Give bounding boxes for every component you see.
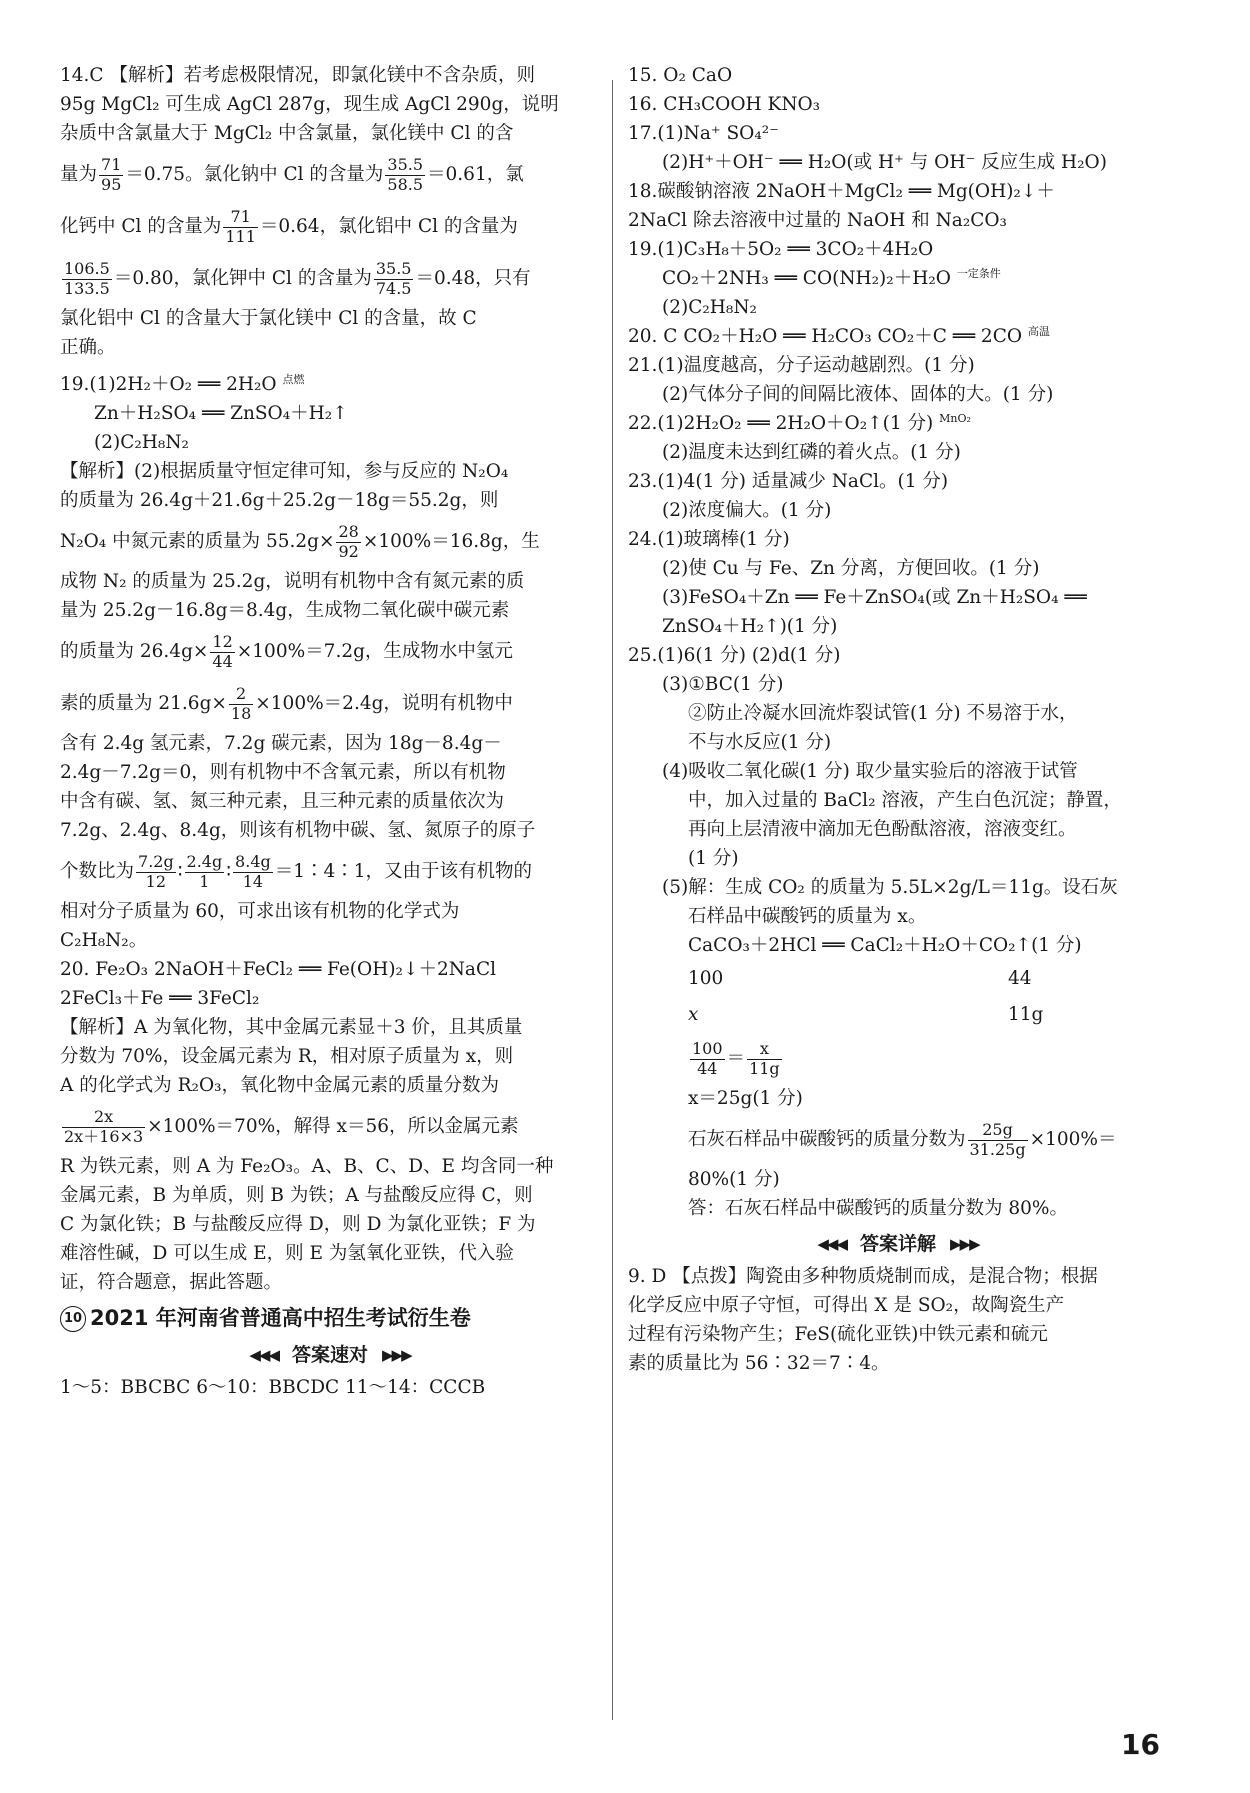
- page-number: 16: [1121, 1728, 1160, 1761]
- calc-row: [628, 997, 1168, 1033]
- section-title-text: 2021 年河南省普通高中招生考试衍生卷: [90, 1306, 471, 1330]
- text-line: (2)C₂H₈N₂: [94, 432, 189, 453]
- text-line: [628, 410, 1168, 439]
- text-line: [60, 201, 600, 253]
- fraction-denominator: 92: [338, 541, 359, 561]
- text-line: 化学反应中原子守恒，可得出 X 是 SO₂，故陶瓷生产: [628, 1295, 1065, 1317]
- calc-value: 100: [688, 967, 724, 989]
- fraction-numerator: 7.2g: [138, 852, 174, 872]
- text-line: [628, 323, 1168, 352]
- fraction: [336, 523, 360, 561]
- text-line: [628, 1114, 1168, 1166]
- condition-label: 一定条件: [956, 267, 1001, 280]
- fraction-numerator: 12: [212, 632, 233, 652]
- calc-row: [628, 961, 1168, 997]
- text-line: 9. D 【点拨】陶瓷由多种物质烧制而成，是混合物；根据: [628, 1266, 1098, 1288]
- fraction: [229, 685, 253, 723]
- fraction-numerator: 2.4g: [186, 852, 223, 872]
- text-line: ZnSO₄＋H₂↑)(1 分): [662, 616, 838, 637]
- text-line: [60, 516, 600, 568]
- fraction-denominator: 44: [212, 651, 233, 671]
- text-line: [60, 149, 600, 201]
- equation: 19.(1)2H₂＋O₂ ══ 2H₂O: [60, 374, 277, 396]
- text-line: 量为 25.2g－16.8g＝8.4g，生成物二氧化碳中碳元素: [60, 600, 510, 621]
- text-line: 氯化铝中 Cl 的含量大于氯化镁中 Cl 的含量，故 C: [60, 308, 477, 329]
- text-line: 21.(1)温度越高，分子运动越剧烈。(1 分): [628, 355, 975, 376]
- fraction: [385, 156, 425, 194]
- text-line: 难溶性碱，D 可以生成 E，则 E 为氢氧化亚铁，代入验: [60, 1243, 514, 1264]
- quick-answers: 1～5：BBCBC 6～10：BBCDC 11～14：CCCB: [60, 1376, 486, 1398]
- text-line: 的质量为 26.4g＋21.6g＋25.2g－18g＝55.2g，则: [60, 490, 499, 511]
- text-line: 7.2g、2.4g、8.4g，则该有机物中碳、氢、氮原子的原子: [60, 820, 536, 841]
- text-fragment: ＝0.75。氯化钠中 Cl 的含量为: [125, 163, 384, 185]
- text-fragment: ×100%＝2.4g，说明有机物中: [255, 692, 513, 714]
- detail-answer-band: [628, 1230, 1168, 1259]
- fraction-denominator: 95: [101, 174, 122, 194]
- text-line: (2)H⁺＋OH⁻ ══ H₂O(或 H⁺ 与 OH⁻ 反应生成 H₂O): [662, 152, 1107, 173]
- calc-value: 11g: [1008, 1003, 1044, 1025]
- text-line: 【解析】(2)根据质量守恒定律可知，参与反应的 N₂O₄: [60, 461, 509, 482]
- fraction-numerator: 35.5: [375, 259, 412, 279]
- text-line: 95g MgCl₂ 可生成 AgCl 287g，现生成 AgCl 290g，说明: [60, 94, 559, 115]
- text-line: 【解析】A 为氧化物，其中金属元素显＋3 价，且其质量: [60, 1017, 523, 1038]
- fraction-denominator: 14: [242, 871, 264, 891]
- text-line: ②防止冷凝水回流炸裂试管(1 分) 不易溶于水，: [688, 703, 1078, 724]
- text-fragment: ＝0.80，氯化钾中 Cl 的含量为: [113, 267, 372, 289]
- text-line: C 为氯化铁；B 与盐酸反应得 D，则 D 为氯化亚铁；F 为: [60, 1214, 536, 1235]
- fraction-denominator: 111: [225, 226, 256, 246]
- text-fragment: ＝1∶4∶1，又由于该有机物的: [274, 860, 533, 882]
- condition-label: 点燃: [282, 373, 305, 386]
- right-arrows-icon: ▶▶▶: [950, 1235, 979, 1254]
- text-fragment: ＝0.64，氯化铝中 Cl 的含量为: [259, 215, 518, 237]
- text-line: 中含有碳、氢、氮三种元素，且三种元素的质量依次为: [60, 791, 505, 812]
- text-line: (5)解：生成 CO₂ 的质量为 5.5L×2g/L＝11g。设石灰: [662, 877, 1118, 898]
- text-fragment: 石灰石样品中碳酸钙的质量分数为: [688, 1128, 966, 1150]
- text-line: 杂质中含氯量大于 MgCl₂ 中含氯量，氯化镁中 Cl 的含: [60, 123, 514, 144]
- text-fragment: 的质量为 26.4g×: [60, 640, 209, 662]
- fraction-denominator: 133.5: [64, 278, 110, 298]
- equation: CO₂＋2NH₃ ══ CO(NH₂)₂＋H₂O: [662, 268, 951, 290]
- text-line: (3)①BC(1 分): [662, 674, 784, 695]
- text-line: $\frac{100}{44}$ ＝ $\frac{x}{11g}$: [692, 1039, 780, 1078]
- text-line: 个数比为 $\frac{7.2g}{12}$ ∶ $\frac{2.4g}{1}$ ∶ $\frac{8.4g}{14}$ ＝1∶4∶1，又由于该有机物的: [60, 852, 533, 891]
- condition-label: 高温: [1027, 325, 1050, 338]
- text-line: Zn＋H₂SO₄ ══ ZnSO₄＋H₂↑: [94, 403, 348, 424]
- calc-value: 44: [1008, 967, 1032, 989]
- left-arrows-icon: ◀◀◀: [249, 1345, 278, 1364]
- text-line: 石样品中碳酸钙的质量为 x。: [688, 906, 927, 927]
- text-line: [60, 253, 600, 305]
- text-line: [60, 626, 600, 678]
- text-line: 证，符合题意，据此答题。: [60, 1272, 283, 1293]
- text-line: 14.C 【解析】若考虑极限情况，即氯化镁中不含杂质，则: [60, 65, 535, 86]
- text-line: 含有 2.4g 氢元素，7.2g 碳元素，因为 18g－8.4g－: [60, 733, 502, 754]
- quick-answer-band: [60, 1341, 600, 1370]
- text-line: (1 分): [688, 848, 739, 869]
- fraction: [185, 853, 225, 891]
- text-fragment: 素的质量为 21.6g×: [60, 692, 227, 714]
- fraction-numerator: 25g: [968, 1121, 1028, 1140]
- fraction: [210, 633, 234, 671]
- fraction-numerator: 2: [229, 685, 253, 704]
- text-line: 23.(1)4(1 分) 适量减少 NaCl。(1 分): [628, 471, 949, 492]
- fraction-denominator: 18: [230, 703, 252, 723]
- text-line: 中，加入过量的 BaCl₂ 溶液，产生白色沉淀；静置，: [688, 790, 1122, 811]
- text-line: (2)浓度偏大。(1 分): [662, 500, 832, 521]
- fraction: [690, 1040, 725, 1078]
- fraction-numerator: 2x: [62, 1108, 145, 1127]
- text-line: (2)温度未达到红磷的着火点。(1 分): [662, 442, 961, 463]
- text-fragment: 量为: [60, 163, 98, 185]
- text-line: 素的质量比为 56∶32＝7∶4。: [628, 1353, 890, 1375]
- text-line: (2)气体分子间的间隔比液体、固体的大。(1 分): [662, 384, 1054, 405]
- text-fragment: ×100%＝: [1029, 1128, 1117, 1150]
- left-column: [60, 62, 600, 1403]
- text-fragment: ×100%＝70%，解得 x＝56，所以金属元素: [147, 1115, 519, 1137]
- fraction: [968, 1121, 1028, 1159]
- text-line: 20. Fe₂O₃ 2NaOH＋FeCl₂ ══ Fe(OH)₂↓＋2NaCl: [60, 959, 497, 980]
- fraction-numerator: 106.5: [64, 259, 110, 279]
- text-line: 2NaCl 除去溶液中过量的 NaOH 和 Na₂CO₃: [628, 210, 1007, 231]
- text-line: 2FeCl₃＋Fe ══ 3FeCl₂: [60, 988, 260, 1009]
- text-line: 金属元素，B 为单质，则 B 为铁；A 与盐酸反应得 C，则: [60, 1185, 533, 1206]
- text-line: 24.(1)玻璃棒(1 分): [628, 529, 790, 550]
- fraction: [62, 1108, 145, 1146]
- text-line: 2.4g－7.2g＝0，则有机物中不含氧元素，所以有机物: [60, 762, 506, 783]
- text-line: (2)C₂H₈N₂: [662, 297, 757, 318]
- fraction: [99, 156, 123, 194]
- fraction-denominator: 58.5: [387, 174, 424, 194]
- text-line: 正确。: [60, 337, 116, 358]
- fraction: [62, 260, 112, 298]
- condition-label: MnO₂: [939, 412, 971, 425]
- text-line: 不与水反应(1 分): [688, 732, 832, 753]
- text-fragment: ×100%＝16.8g，生: [362, 530, 540, 552]
- equation: 22.(1)2H₂O₂ ══ 2H₂O＋O₂↑(1 分): [628, 413, 934, 435]
- text-line: (3)FeSO₄＋Zn ══ Fe＋ZnSO₄(或 Zn＋H₂SO₄ ══: [662, 587, 1087, 608]
- calc-value: x: [688, 1003, 699, 1025]
- left-arrows-icon: ◀◀◀: [817, 1235, 846, 1254]
- fraction: [136, 853, 176, 891]
- text-line: [628, 236, 1168, 265]
- text-line: 25.(1)6(1 分) (2)d(1 分): [628, 645, 841, 666]
- text-fragment: ＝0.61，氯: [427, 163, 524, 185]
- text-line: [628, 265, 1168, 294]
- fraction: [223, 208, 258, 246]
- text-fragment: ＝0.48，只有: [415, 267, 531, 289]
- text-line: [60, 678, 600, 730]
- fraction: [233, 853, 273, 891]
- text-line: CaCO₃＋2HCl ══ CaCl₂＋H₂O＋CO₂↑(1 分): [688, 935, 1082, 956]
- text-line: 18.碳酸钠溶液 2NaOH＋MgCl₂ ══ Mg(OH)₂↓＋: [628, 181, 1055, 202]
- text-line: C₂H₈N₂。: [60, 930, 148, 951]
- text-line: 17.(1)Na⁺ SO₄²⁻: [628, 123, 779, 144]
- text-line: 再向上层清液中滴加无色酚酞溶液，溶液变红。: [688, 819, 1077, 840]
- text-line: 成物 N₂ 的质量为 25.2g，说明有机物中含有氮元素的质: [60, 571, 525, 592]
- fraction: [374, 260, 414, 298]
- fraction-numerator: 71: [223, 208, 258, 227]
- text-line: 相对分子质量为 60，可求出该有机物的化学式为: [60, 901, 460, 922]
- text-line: A 的化学式为 R₂O₃，氧化物中金属元素的质量分数为: [60, 1075, 500, 1096]
- fraction-numerator: x: [747, 1040, 782, 1059]
- text-fragment: 个数比为: [60, 860, 135, 882]
- text-line: R 为铁元素，则 A 为 Fe₂O₃。A、B、C、D、E 均含同一种: [60, 1156, 554, 1177]
- fraction-denominator: 12: [145, 871, 167, 891]
- text-line: 80%(1 分): [688, 1169, 780, 1190]
- column-divider: [612, 80, 613, 1720]
- text-line: [60, 1101, 600, 1153]
- section-title: [60, 1302, 600, 1335]
- fraction-numerator: 28: [338, 522, 359, 542]
- text-fragment: ×100%＝7.2g，生成物水中氢元: [236, 640, 513, 662]
- fraction-denominator: 11g: [749, 1058, 780, 1078]
- equation: 19.(1)C₃H₈＋5O₂ ══ 3CO₂＋4H₂O: [628, 239, 934, 260]
- text-line: 16. CH₃COOH KNO₃: [628, 94, 821, 115]
- text-line: [60, 371, 600, 400]
- text-line: 答：石灰石样品中碳酸钙的质量分数为 80%。: [688, 1198, 1069, 1219]
- band-label: 答案速对: [291, 1343, 368, 1366]
- text-line: (2)使 Cu 与 Fe、Zn 分离，方便回收。(1 分): [662, 558, 1040, 579]
- fraction-denominator: 1: [199, 871, 210, 891]
- text-line: 15. O₂ CaO: [628, 65, 733, 86]
- fraction-numerator: 71: [101, 155, 122, 175]
- equation: 20. C CO₂＋H₂O ══ H₂CO₃ CO₂＋C ══ 2CO: [628, 326, 1023, 348]
- fraction: [747, 1040, 782, 1078]
- text-fragment: N₂O₄ 中氮元素的质量为 55.2g×: [60, 530, 335, 552]
- fraction-denominator: 74.5: [375, 278, 412, 298]
- fraction-numerator: 8.4g: [235, 852, 271, 872]
- text-line: 分数为 70%，设金属元素为 R，相对原子质量为 x，则: [60, 1046, 514, 1067]
- text-line: x＝25g(1 分): [688, 1088, 803, 1109]
- fraction-denominator: 44: [697, 1058, 718, 1078]
- circled-number: 10: [60, 1306, 86, 1332]
- text-line: 过程有污染物产生；FeS(硫化亚铁)中铁元素和硫元: [628, 1324, 1048, 1346]
- fraction-denominator: 2x＋16×3: [64, 1126, 144, 1146]
- fraction-numerator: 35.5: [387, 155, 424, 175]
- fraction-numerator: 100: [692, 1039, 723, 1059]
- text-line: (4)吸收二氧化碳(1 分) 取少量实验后的溶液于试管: [662, 761, 1078, 782]
- band-label: 答案详解: [859, 1233, 936, 1255]
- right-column: [628, 62, 1168, 1379]
- fraction-denominator: 31.25g: [969, 1139, 1026, 1159]
- right-arrows-icon: ▶▶▶: [382, 1345, 411, 1364]
- text-fragment: 化钙中 Cl 的含量为: [60, 215, 222, 237]
